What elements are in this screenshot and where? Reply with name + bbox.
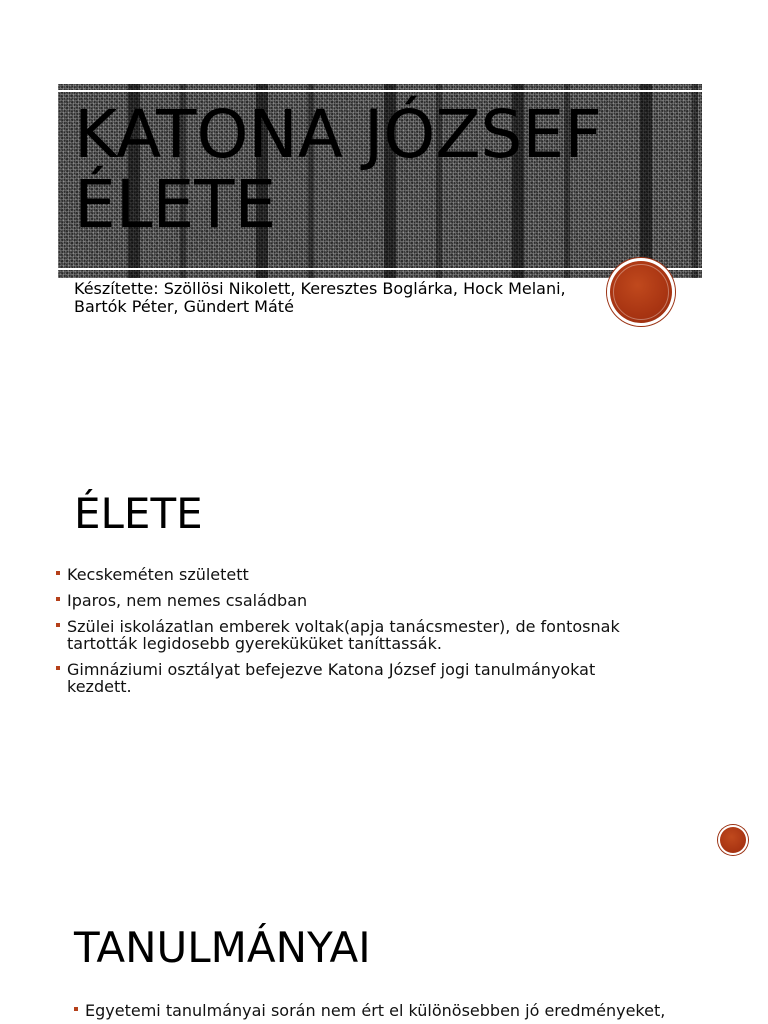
tanulmanyai-bullet-list <box>73 1002 683 1024</box>
tanulmanyai-heading: TANULMÁNYAI <box>74 923 371 972</box>
slide-subtitle: Készítette: Szöllösi Nikolett, Keresztes Boglárka, Hock Melani, Bartók Péter, Gündert Máté <box>74 279 566 316</box>
list-item: Iparos, nem nemes családban <box>55 592 655 609</box>
slide-title-line1: KATONA JÓZSEF <box>74 96 603 173</box>
list-item: Kecskeméten született <box>55 566 655 583</box>
decorative-medallion-icon <box>607 258 675 326</box>
slide-title <box>74 96 714 243</box>
banner-bottom-rule <box>58 268 702 270</box>
list-item: Gimnáziumi osztályat befejezve Katona József jogi tanulmányokat kezdett. <box>55 661 655 695</box>
banner-top-rule <box>58 90 702 92</box>
elete-heading: ÉLETE <box>74 489 203 538</box>
title-slide <box>0 0 768 400</box>
tanulmanyai-slide <box>0 900 768 1024</box>
elete-bullet-list <box>55 566 655 704</box>
list-item: Szülei iskolázatlan emberek voltak(apja tanácsmester), de fontosnak tartották legidosebb gyereküküket taníttassák. <box>55 618 655 652</box>
elete-slide <box>0 460 768 880</box>
list-item: Egyetemi tanulmányai során nem ért el különösebben jó eredményeket, <box>73 1002 683 1019</box>
decorative-medallion-icon <box>718 825 748 855</box>
slide-title-line2: ÉLETE <box>74 166 277 243</box>
